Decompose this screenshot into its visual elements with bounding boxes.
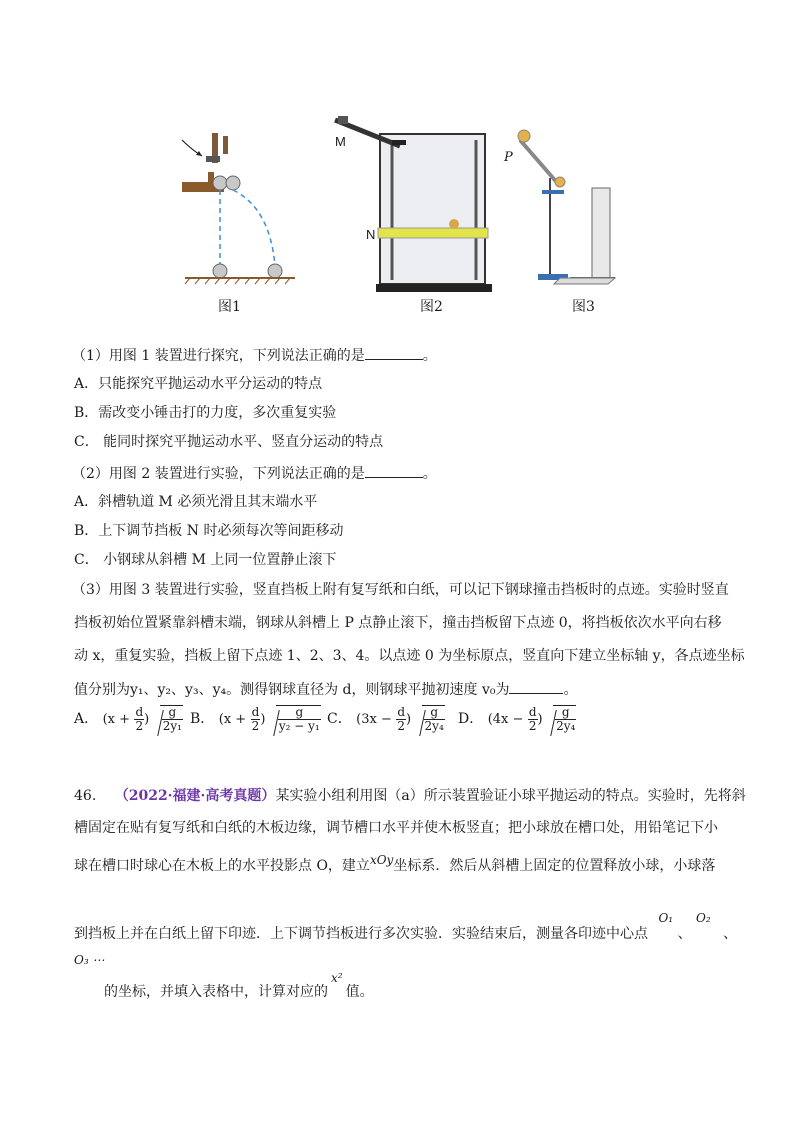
figure-3-drawing <box>500 128 630 288</box>
fraction-num: d <box>528 704 537 719</box>
separator: 、 <box>677 926 692 942</box>
point-o1-label: O₁ <box>658 911 674 925</box>
q46-line-3-text-a: 球在槽口时球心在木板上的水平投影点 O，建立 <box>74 858 370 874</box>
q1-stem-text: （1）用图 1 装置进行探究，下列说法正确的是 <box>72 348 365 364</box>
figure-3-label-p: P <box>504 150 513 165</box>
q3-line-2: 挡板初始位置紧靠斜槽末端，钢球从斜槽上 P 点静止滚下，撞击挡板留下点迹 0，将挡板依次水平向右移 <box>74 615 722 631</box>
q2-stem-text: （2）用图 2 装置进行实验，下列说法正确的是 <box>72 466 365 482</box>
figure-2-label-m: M <box>335 134 346 149</box>
figure-3-caption: 图3 <box>572 299 595 315</box>
option-expr-post: ) <box>537 712 543 727</box>
q46-line-5-text-a: 的坐标，并填入表格中，计算对应的 <box>104 984 328 1000</box>
fraction-den: 2 <box>251 718 260 733</box>
option-sqrt <box>160 705 183 733</box>
q3-option-c <box>327 705 445 750</box>
q3-line-1: （3）用图 3 装置进行实验，竖直挡板上附有复写纸和白纸，可以记下钢球撞击挡板时的点迹。实验时竖直 <box>72 582 729 598</box>
figure-2-caption: 图2 <box>420 299 443 315</box>
option-fraction <box>528 706 538 733</box>
point-o3-label: O₃ ⋯ <box>74 953 105 967</box>
q46-line-5 <box>104 968 374 1002</box>
q46-line-4 <box>74 908 737 944</box>
q46-line-1-text: 某实验小组利用图（a）所示装置验证小球平抛运动的特点。实验时，先将斜 <box>275 788 746 804</box>
question-source-badge: （2022·福建·高考真题） <box>114 788 276 804</box>
q2-option-c: C． 小钢球从斜槽 M 上同一位置静止滚下 <box>74 552 337 568</box>
figure-2-label-n: N <box>366 227 376 242</box>
fraction-den: 2 <box>397 718 405 733</box>
q46-line-3 <box>74 850 715 876</box>
option-expr-pre: (4x − <box>487 712 524 727</box>
option-sqrt <box>276 705 321 733</box>
radicand-num: g <box>162 706 183 720</box>
radicand-den: y₂ − y₁ <box>278 719 320 733</box>
coordinate-system-label: xOy <box>369 853 394 867</box>
radicand-den: 2y₁ <box>162 719 182 733</box>
option-fraction <box>251 706 261 733</box>
option-label: B． <box>190 711 215 727</box>
radicand-num: g <box>555 706 576 720</box>
separator: 、 <box>723 926 738 942</box>
option-fraction <box>396 706 406 733</box>
option-sqrt <box>422 705 445 733</box>
figure-1-drawing <box>170 128 300 288</box>
option-label: C． <box>327 711 352 727</box>
option-sqrt <box>553 705 576 733</box>
figure-3 <box>500 128 630 320</box>
option-expr-post: ) <box>406 712 412 727</box>
q46-line-4-text: 到挡板上并在白纸上留下印迹．上下调节挡板进行多次实验．实验结束后，测量各印迹中心点 <box>74 926 648 942</box>
figure-2-drawing <box>330 110 500 295</box>
q46-line-1 <box>74 786 746 806</box>
q46-line-3-text-b: 坐标系．然后从斜槽上固定的位置释放小球，小球落 <box>393 858 716 874</box>
option-expr-post: ) <box>144 712 150 727</box>
q1-option-b: B．需改变小锤击打的力度，多次重复实验 <box>74 405 337 421</box>
fraction-num: d <box>397 704 406 719</box>
q2-stem-end: 。 <box>422 466 437 482</box>
figure-2 <box>330 110 500 320</box>
option-expr-pre: (x + <box>102 712 131 727</box>
q3-line-4-end: 。 <box>563 682 578 698</box>
q3-answer-blank[interactable] <box>509 679 563 694</box>
fraction-den: 2 <box>528 718 537 733</box>
figure-1 <box>170 128 300 318</box>
option-fraction <box>134 706 144 733</box>
radicand-num: g <box>278 706 321 720</box>
option-expr-pre: (3x − <box>356 712 392 727</box>
q1-stem-end: 。 <box>422 348 437 364</box>
fraction-den: 2 <box>135 718 144 733</box>
fraction-num: d <box>135 704 144 719</box>
q1-option-a: A．只能探究平抛运动水平分运动的特点 <box>74 376 323 392</box>
question-number: 46. <box>74 788 97 804</box>
q2-stem <box>72 463 437 484</box>
q46-line-5-text-b: 值。 <box>345 984 374 1000</box>
q3-line-4-text: 值分别为y₁、y₂、y₃、y₄。测得钢球直径为 d，则钢球平抛初速度 v₀为 <box>74 682 510 698</box>
x-squared-label: x² <box>331 971 343 985</box>
fraction-num: d <box>251 704 260 719</box>
q2-answer-blank[interactable] <box>365 463 423 478</box>
radicand-num: g <box>424 706 445 720</box>
radicand-den: 2y₄ <box>424 719 444 733</box>
q3-line-3: 动 x，重复实验，挡板上留下点迹 1、2、3、4。以点迹 0 为坐标原点，竖直向下建立坐标轴 y，各点迹坐标 <box>74 648 745 664</box>
option-label: A． <box>74 711 99 727</box>
q46-line-2: 槽固定在贴有复写纸和白纸的木板边缘，调节槽口水平并使木板竖直；把小球放在槽口处，用铅笔记下小 <box>74 820 718 836</box>
q2-option-a: A．斜槽轨道 M 必须光滑且其末端水平 <box>74 494 318 510</box>
option-expr-post: ) <box>260 712 266 727</box>
q3-option-b <box>190 705 321 750</box>
q1-answer-blank[interactable] <box>365 345 423 360</box>
figure-1-caption: 图1 <box>218 299 241 315</box>
q1-stem <box>72 345 437 366</box>
q3-line-4 <box>74 679 577 700</box>
point-o2-label: O₂ <box>696 911 711 925</box>
option-expr-pre: (x + <box>218 712 247 727</box>
q3-option-d <box>458 705 576 750</box>
radicand-den: 2y₄ <box>556 719 576 733</box>
q2-option-b: B．上下调节挡板 N 时必须每次等间距移动 <box>74 523 344 539</box>
q3-option-a <box>74 705 183 750</box>
q1-option-c: C． 能同时探究平抛运动水平、竖直分运动的特点 <box>74 434 384 450</box>
option-label: D． <box>458 711 484 727</box>
